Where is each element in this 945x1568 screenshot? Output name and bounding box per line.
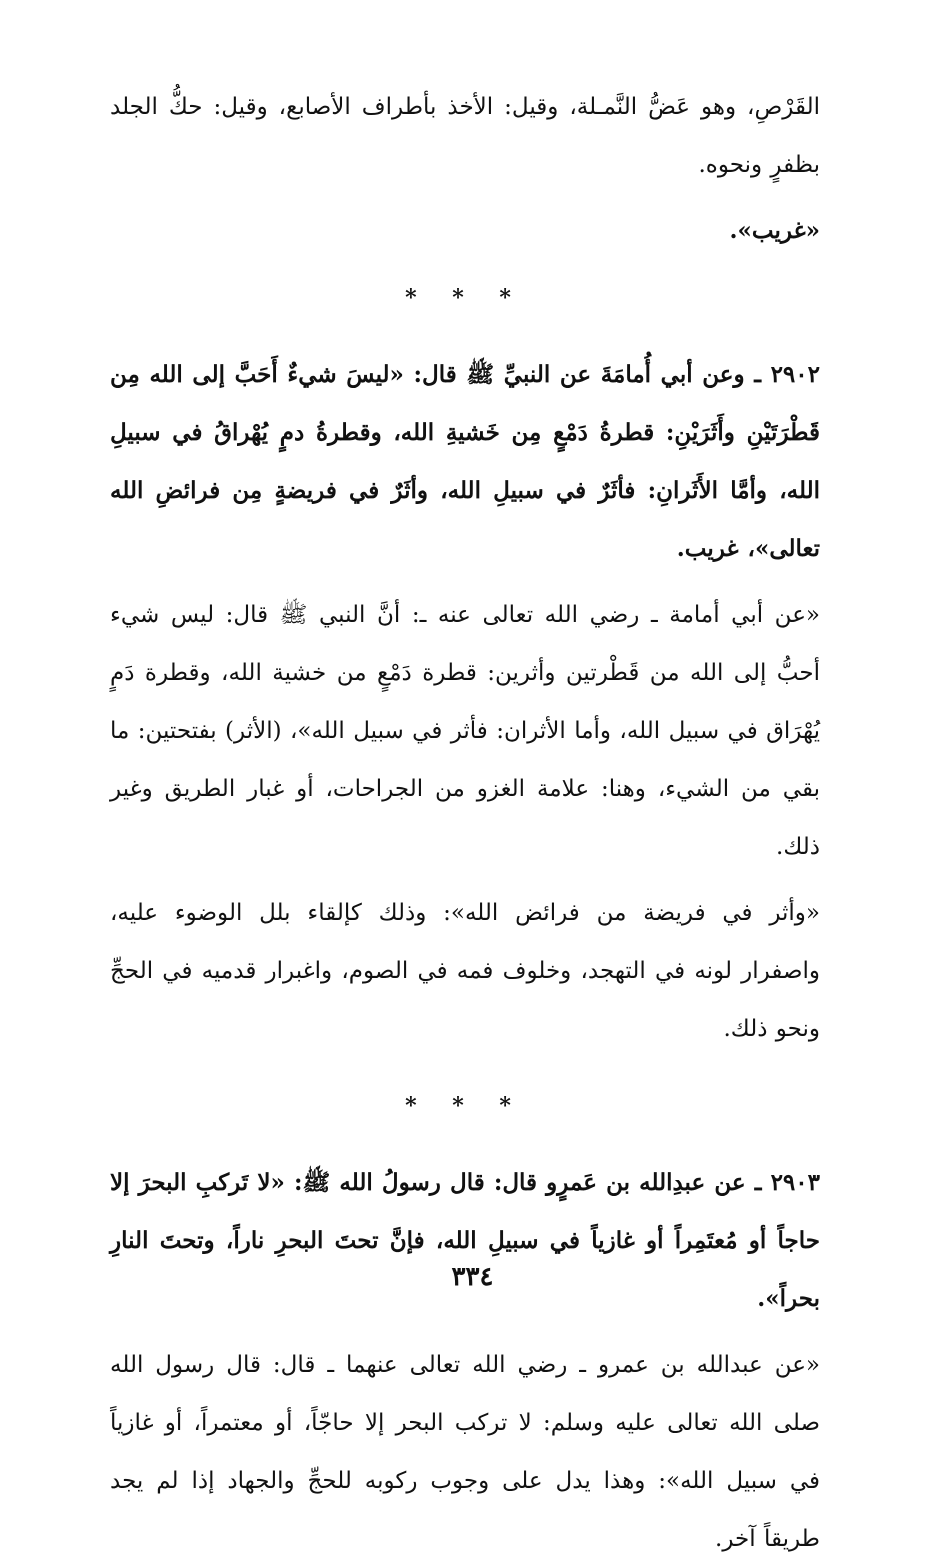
section-separator-1: * * * [405, 285, 525, 311]
continued-commentary: القَرْصِ، وهو عَضُّ النَّمـلة، وقيل: الأخذ بأطراف الأصابع، وقيل: حكُّ الجلد بظفرٍ ونحوه. [110, 94, 820, 178]
commentary-2902-a: «عن أبي أمامة ـ رضي الله تعالى عنه ـ: أنَّ النبي ﷺ قال: ليس شيء أحبُّ إلى الله من قَطْرتين وأثرين: قطرة دَمْعٍ من خشية الله، وقطرة دَمٍ يُهْرَاق في سبيل الله، وأما الأثران: فأثر في سبيل الله»، (الأثر) بفتحتين: ما بقي من الشيء، وهنا: علامة الغزو من الجراحات، أو غبار الطريق وغير ذلك. [110, 602, 820, 860]
commentary-2902-b: «وأثر في فريضة من فرائض الله»: وذلك كإلقاء بلل الوضوء عليه، واصفرار لونه في التهجد، وخلوف فمه في الصوم، واغبرار قدميه في الحجِّ ونحو ذلك. [110, 900, 820, 1042]
page-body [110, 78, 820, 1568]
hadith-2902: ٢٩٠٢ ـ وعن أبي أُمامَةَ عن النبيِّ ﷺ قال: «ليسَ شيءٌ أَحَبَّ إلى الله مِن قَطْرَتَيْنِ وأَثَرَيْنِ: قطرةُ دَمْعٍ مِن خَشيةِ الله، وقطرةُ دمٍ يُهْراقُ في سبيلِ الله، وأمَّا الأَثَرانِ: فأثَرٌ في سبيلِ الله، وأثَرٌ في فريضةٍ مِن فرائضِ الله تعالى»، غريب. [110, 361, 820, 562]
section-separator-2: * * * [405, 1093, 525, 1119]
commentary-2903: «عن عبدالله بن عمرو ـ رضي الله تعالى عنهما ـ قال: قال رسول الله صلى الله تعالى عليه وسلم: لا تركب البحر إلا حاجّاً، أو معتمراً، أو غازياً في سبيل الله»: وهذا يدل على وجوب ركوبه للحجِّ والجهاد إذا لم يجد طريقاً آخر. [110, 1352, 820, 1552]
page-number: ٣٣٤ [451, 1262, 494, 1292]
hadith-2903: ٢٩٠٣ ـ عن عبدِالله بن عَمرٍو قال: قال رسولُ الله ﷺ: «لا تَركبِ البحرَ إلا حاجاً أو مُعتَمِراً أو غازياً في سبيلِ الله، فإنَّ تحتَ البحرِ ناراً، وتحتَ النارِ بحراً». [110, 1169, 820, 1312]
gharib-note: «غريب». [729, 217, 820, 244]
